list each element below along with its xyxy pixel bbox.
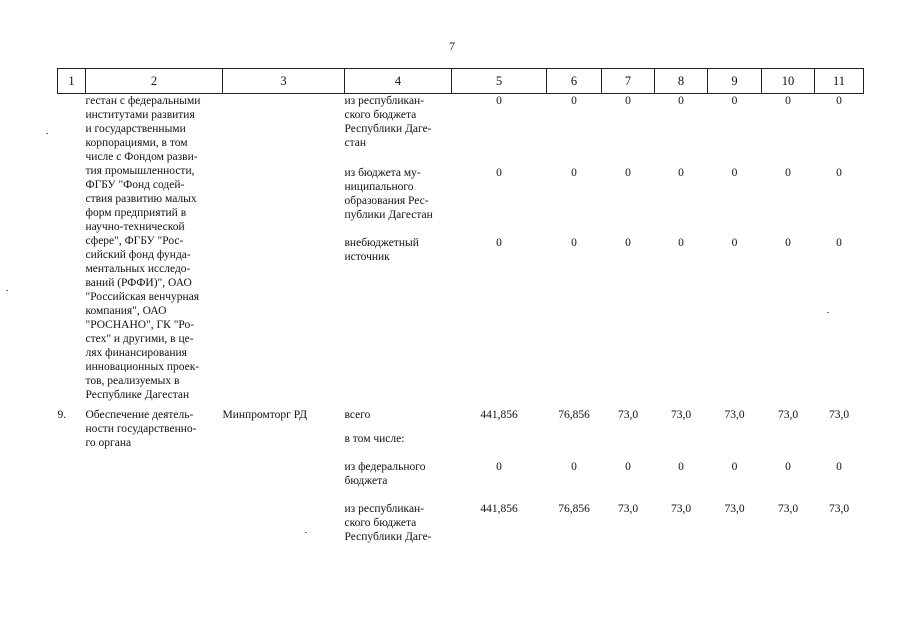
- column-header: 10: [762, 69, 815, 94]
- description-line: тов, реализуемых в: [85, 375, 180, 387]
- value-cell: [762, 432, 815, 460]
- funding-source: [345, 460, 452, 502]
- source-line: образования Рес-: [344, 195, 429, 207]
- value-cell: 73,0: [777, 409, 799, 421]
- source-line: в том числе:: [344, 433, 405, 445]
- value-cell: 441,856: [480, 409, 518, 421]
- scan-speck: [6, 290, 8, 291]
- value-cell: 0: [785, 167, 791, 179]
- value-cell: 73,0: [670, 409, 692, 421]
- value-cell: 73,0: [670, 503, 692, 515]
- description-line: гестан с федеральными: [85, 95, 201, 107]
- value-cell: [602, 432, 655, 460]
- value-cell: 0: [678, 167, 684, 179]
- value-cell: 0: [625, 95, 631, 107]
- table-row: [58, 408, 864, 432]
- value-cell: [655, 432, 708, 460]
- funding-source: [345, 408, 452, 432]
- value-cell: 73,0: [724, 503, 745, 515]
- column-header: 9: [708, 69, 762, 94]
- column-header: 4: [345, 69, 452, 94]
- source-line: бюджета: [344, 475, 388, 487]
- description-line: ФГБУ "Фонд содей-: [85, 179, 185, 191]
- source-line: ского бюджета: [344, 517, 417, 529]
- source-line: ниципального: [344, 181, 414, 193]
- value-cell: 0: [678, 95, 684, 107]
- description-line: Обеспечение деятель-: [85, 409, 194, 421]
- description-line: и государственными: [85, 123, 186, 135]
- source-line: внебюджетный: [344, 237, 419, 249]
- funding-source: [345, 432, 452, 460]
- column-header: 1: [58, 69, 86, 94]
- page-number: 7: [449, 39, 456, 53]
- value-cell: [815, 432, 864, 460]
- value-cell: 0: [571, 461, 577, 473]
- source-line: всего: [344, 409, 371, 421]
- scan-speck: [827, 312, 829, 313]
- source-line: Республики Даге-: [344, 531, 432, 543]
- column-header: 8: [655, 69, 708, 94]
- description-line: сийский фонд фунда-: [85, 249, 191, 261]
- value-cell: 0: [731, 461, 738, 473]
- description-line: лях финансирования: [85, 347, 187, 359]
- source-line: публики Дагестан: [344, 209, 433, 221]
- value-cell: 0: [836, 95, 842, 107]
- description-line: сфере", ФГБУ "Рос-: [85, 235, 184, 247]
- source-line: источник: [344, 251, 390, 263]
- value-cell: 0: [571, 237, 577, 249]
- description-line: Республике Дагестан: [85, 389, 190, 401]
- value-cell: 0: [496, 95, 502, 107]
- header-row: [58, 69, 864, 94]
- description-line: ментальных исследо-: [85, 263, 191, 275]
- description-line: ваний (РФФИ)", ОАО: [85, 277, 192, 289]
- value-cell: 0: [496, 237, 502, 249]
- value-cell: 73,0: [828, 409, 850, 421]
- executor: Минпромторг РД: [222, 409, 308, 421]
- value-cell: 0: [785, 237, 791, 249]
- source-line: из республикан-: [344, 95, 425, 107]
- value-cell: 0: [496, 167, 502, 179]
- description-line: инновационных проек-: [85, 361, 200, 373]
- row-number: 9.: [57, 409, 67, 421]
- row-number: [58, 94, 86, 409]
- column-header: 3: [223, 69, 345, 94]
- source-line: из федерального: [344, 461, 426, 473]
- description-line: "Российская венчурная: [85, 291, 200, 303]
- value-cell: 0: [731, 167, 738, 179]
- value-cell: 0: [836, 461, 842, 473]
- value-cell: 0: [678, 237, 684, 249]
- description-line: стех" и другими, в це-: [85, 333, 194, 345]
- funding-source: [345, 502, 452, 544]
- column-header: 2: [86, 69, 223, 94]
- value-cell: 0: [785, 95, 791, 107]
- value-cell: 0: [731, 95, 738, 107]
- description-line: корпорациями, в том: [85, 137, 188, 149]
- description-line: числе с Фондом разви-: [85, 151, 198, 163]
- value-cell: 76,856: [558, 409, 590, 421]
- source-line: ского бюджета: [344, 109, 417, 121]
- value-cell: 73,0: [617, 409, 639, 421]
- value-cell: 0: [625, 167, 631, 179]
- description-line: "РОСНАНО", ГК "Ро-: [85, 319, 195, 331]
- description-line: ности государственно-: [85, 423, 197, 435]
- value-cell: [452, 432, 547, 460]
- column-header: 7: [602, 69, 655, 94]
- funding-source: [345, 236, 452, 408]
- description-line: компания", ОАО: [85, 305, 167, 317]
- value-cell: 73,0: [777, 503, 799, 515]
- description-line: форм предприятий в: [85, 207, 187, 219]
- column-header: 11: [815, 69, 864, 94]
- value-cell: 0: [496, 461, 502, 473]
- table-row: [58, 94, 864, 167]
- value-cell: 0: [571, 167, 577, 179]
- value-cell: [708, 432, 762, 460]
- scan-speck: [305, 532, 307, 533]
- value-cell: 0: [678, 461, 684, 473]
- funding-source: [345, 94, 452, 167]
- executor: [223, 94, 345, 409]
- value-cell: 73,0: [617, 503, 639, 515]
- value-cell: 76,856: [558, 503, 590, 515]
- column-header: 5: [452, 69, 547, 94]
- activity-description: [86, 408, 223, 544]
- value-cell: 73,0: [828, 503, 850, 515]
- source-line: Республики Даге-: [344, 123, 432, 135]
- description-line: научно-технической: [85, 221, 185, 233]
- funding-source: [345, 166, 452, 236]
- value-cell: 0: [625, 237, 631, 249]
- source-line: из бюджета му-: [344, 167, 421, 179]
- value-cell: 441,856: [480, 503, 518, 515]
- value-cell: 0: [731, 237, 738, 249]
- description-line: го органа: [85, 437, 132, 449]
- value-cell: 0: [571, 95, 577, 107]
- value-cell: 0: [785, 461, 791, 473]
- scan-speck: [46, 133, 48, 134]
- value-cell: 0: [836, 237, 842, 249]
- value-cell: [547, 432, 602, 460]
- source-line: из республикан-: [344, 503, 425, 515]
- description-line: институтами развития: [85, 109, 195, 121]
- activity-description: [86, 94, 223, 409]
- budget-table: [57, 68, 864, 544]
- value-cell: 0: [836, 167, 842, 179]
- source-line: стан: [344, 137, 367, 149]
- value-cell: 73,0: [724, 409, 745, 421]
- value-cell: 0: [625, 461, 631, 473]
- description-line: ствия развитию малых: [85, 193, 197, 205]
- description-line: тия промышленности,: [85, 165, 195, 177]
- column-header: 6: [547, 69, 602, 94]
